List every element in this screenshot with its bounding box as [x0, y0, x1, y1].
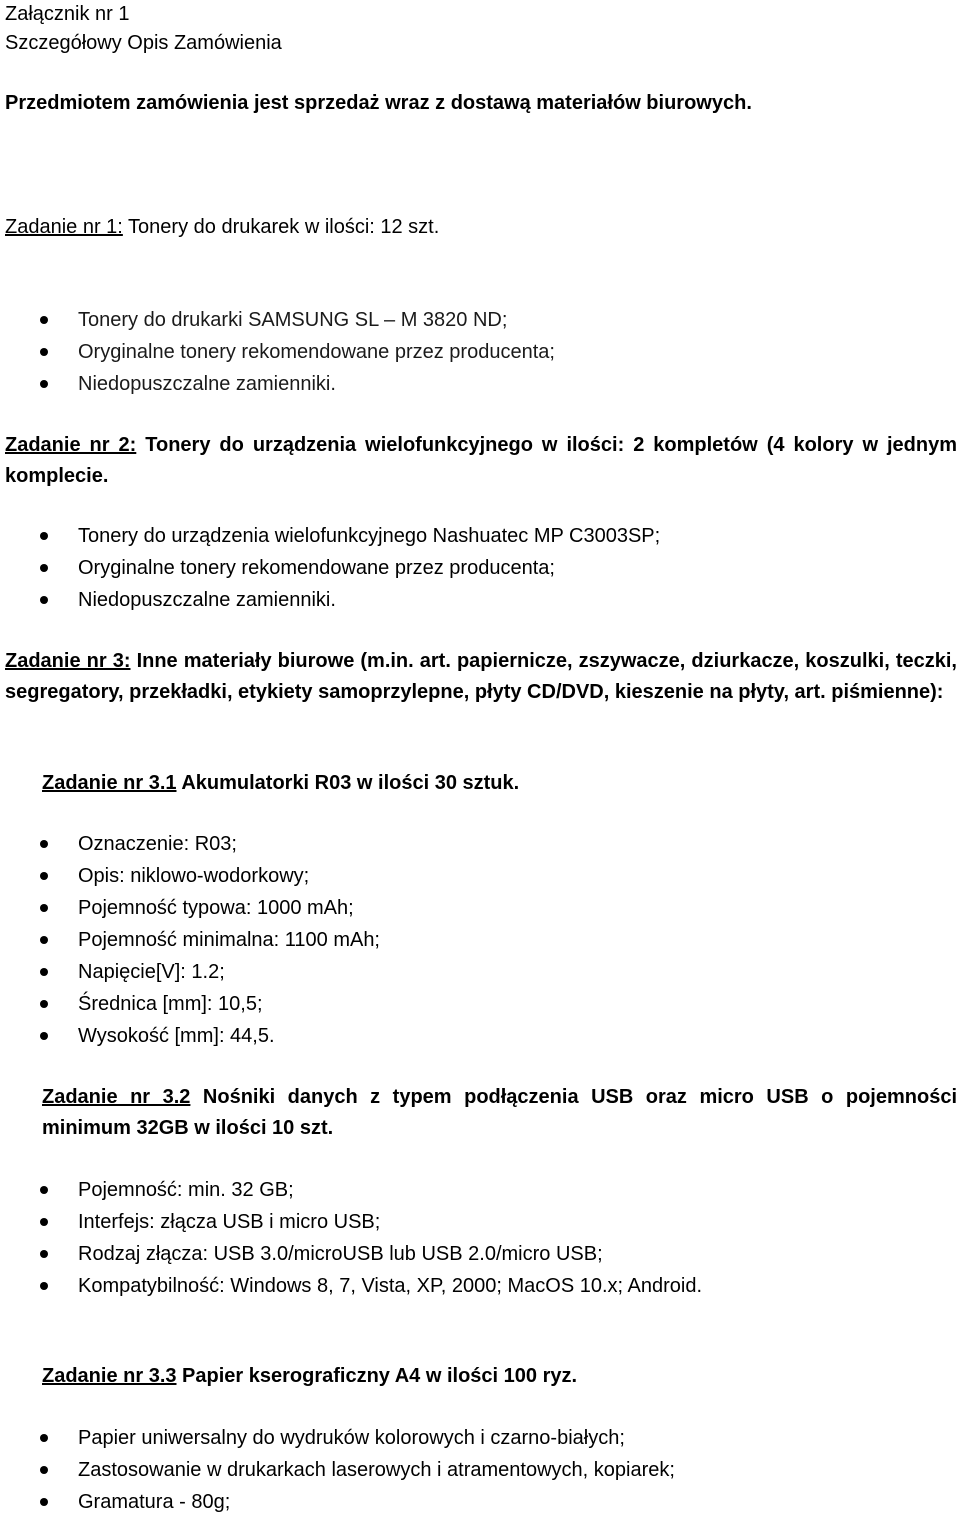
list-item	[0, 1174, 702, 1206]
list-item-text: Kompatybilność: Windows 8, 7, Vista, XP, 2000; MacOS 10.x; Android.	[78, 1275, 703, 1297]
list-item-text: Oryginalne tonery rekomendowane przez producenta;	[78, 341, 555, 363]
list-item-text: Papier uniwersalny do wydruków kolorowych i czarno-białych;	[78, 1427, 625, 1449]
list-item-text: Tonery do drukarki SAMSUNG SL – M 3820 ND;	[78, 309, 508, 331]
bullet-icon	[40, 1218, 48, 1226]
bullet-icon	[40, 1250, 48, 1258]
bullet-icon	[40, 904, 48, 912]
bullet-icon	[40, 1000, 48, 1008]
task3-3-list	[0, 1422, 675, 1518]
list-item-text: Pojemność minimalna: 1100 mAh;	[78, 929, 380, 951]
bullet-icon	[40, 348, 48, 356]
list-item-text: Opis: niklowo-wodorkowy;	[78, 865, 310, 887]
list-item	[0, 892, 380, 924]
bullet-icon	[40, 380, 48, 388]
task2-heading	[5, 430, 957, 492]
list-item	[0, 1206, 702, 1238]
list-item-text: Niedopuszczalne zamienniki.	[78, 373, 336, 395]
list-item	[0, 1486, 675, 1518]
task1-heading	[5, 213, 439, 241]
list-item	[0, 304, 555, 336]
list-item-text: Niedopuszczalne zamienniki.	[78, 589, 336, 611]
list-item	[0, 1238, 702, 1270]
bullet-icon	[40, 1032, 48, 1040]
list-item	[0, 1422, 675, 1454]
document-title: Szczegółowy Opis Zamówienia	[5, 32, 282, 54]
bullet-icon	[40, 840, 48, 848]
task3-1-text: Akumulatorki R03 w ilości 30 sztuk.	[176, 772, 520, 794]
bullet-icon	[40, 1434, 48, 1442]
list-item	[0, 552, 660, 584]
task2-label: Zadanie nr 2:	[5, 434, 137, 456]
list-item	[0, 368, 555, 400]
list-item	[0, 336, 555, 368]
task3-2-list	[0, 1174, 702, 1302]
bullet-icon	[40, 1498, 48, 1506]
list-item	[0, 860, 380, 892]
list-item	[0, 988, 380, 1020]
task3-heading	[5, 646, 957, 708]
bullet-icon	[40, 316, 48, 324]
task3-2-label: Zadanie nr 3.2	[42, 1086, 191, 1108]
bullet-icon	[40, 936, 48, 944]
task2-text: Tonery do urządzenia wielofunkcyjnego w ilości: 2 kompletów (4 kolory w jednym komplecie.	[5, 434, 957, 487]
task3-2-text: Nośniki danych z typem podłączenia USB oraz micro USB o pojemności minimum 32GB w ilości 10 szt.	[42, 1086, 957, 1139]
task3-1-heading	[42, 768, 957, 799]
bullet-icon	[40, 1466, 48, 1474]
list-item-text: Wysokość [mm]: 44,5.	[78, 1025, 275, 1047]
list-item-text: Oznaczenie: R03;	[78, 833, 237, 855]
list-item	[0, 1020, 380, 1052]
task3-3-text: Papier kserograficzny A4 w ilości 100 ryz.	[176, 1365, 578, 1387]
task3-3-label: Zadanie nr 3.3	[42, 1365, 177, 1387]
bullet-icon	[40, 564, 48, 572]
task2-list	[0, 520, 660, 616]
task1-list	[0, 304, 555, 400]
bullet-icon	[40, 1186, 48, 1194]
task3-text: Inne materiały biurowe (m.in. art. papiernicze, zszywacze, dziurkacze, koszulki, teczki, segregatory, przekładki, etykiety samoprzylepne, płyty CD/DVD, kieszenie na płyty, art. piśmienne):	[5, 650, 957, 703]
intro-text: Przedmiotem zamówienia jest sprzedaż wraz z dostawą materiałów biurowych.	[5, 92, 752, 114]
task3-label: Zadanie nr 3:	[5, 650, 131, 672]
task3-2-heading	[42, 1082, 957, 1144]
task3-1-list	[0, 828, 380, 1052]
list-item-text: Rodzaj złącza: USB 3.0/microUSB lub USB 2.0/micro USB;	[78, 1243, 603, 1265]
bullet-icon	[40, 1282, 48, 1290]
task3-3-heading	[42, 1361, 957, 1392]
list-item	[0, 956, 380, 988]
list-item-text: Tonery do urządzenia wielofunkcyjnego Nashuatec MP C3003SP;	[78, 525, 661, 547]
bullet-icon	[40, 596, 48, 604]
task3-1-label: Zadanie nr 3.1	[42, 772, 177, 794]
task1-label: Zadanie nr 1:	[5, 216, 123, 238]
list-item	[0, 584, 660, 616]
list-item-text: Pojemność: min. 32 GB;	[78, 1179, 294, 1201]
list-item	[0, 828, 380, 860]
list-item	[0, 924, 380, 956]
annex-label: Załącznik nr 1	[5, 3, 130, 25]
list-item-text: Średnica [mm]: 10,5;	[78, 993, 263, 1015]
list-item-text: Interfejs: złącza USB i micro USB;	[78, 1211, 381, 1233]
list-item	[0, 1454, 675, 1486]
list-item	[0, 520, 660, 552]
task1-text: Tonery do drukarek w ilości: 12 szt.	[122, 216, 440, 238]
bullet-icon	[40, 872, 48, 880]
list-item-text: Gramatura - 80g;	[78, 1491, 231, 1513]
bullet-icon	[40, 968, 48, 976]
bullet-icon	[40, 532, 48, 540]
list-item	[0, 1270, 702, 1302]
list-item-text: Oryginalne tonery rekomendowane przez producenta;	[78, 557, 555, 579]
list-item-text: Napięcie[V]: 1.2;	[78, 961, 225, 983]
list-item-text: Pojemność typowa: 1000 mAh;	[78, 897, 354, 919]
list-item-text: Zastosowanie w drukarkach laserowych i atramentowych, kopiarek;	[78, 1459, 675, 1481]
